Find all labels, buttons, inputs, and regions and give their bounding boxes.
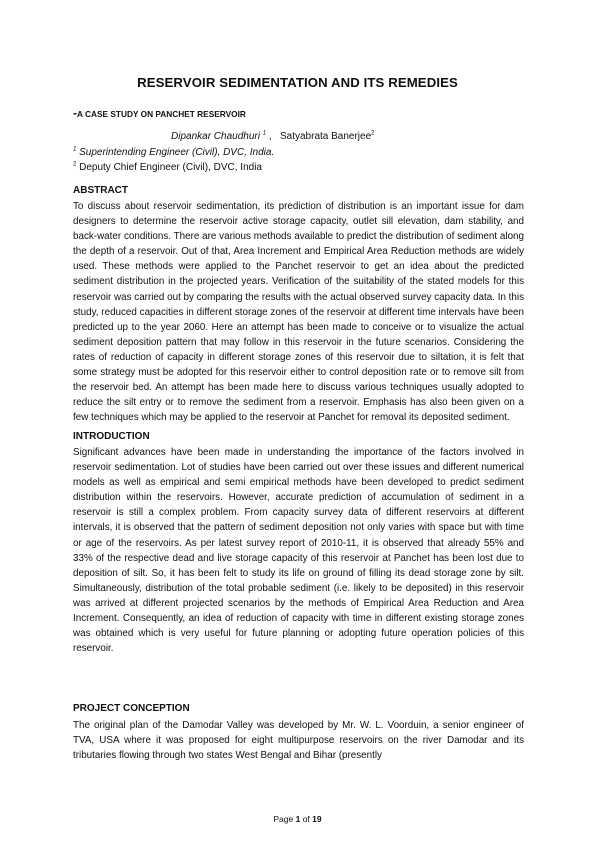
paper-title: RESERVOIR SEDIMENTATION AND ITS REMEDIES xyxy=(137,75,458,90)
affiliation-2 xyxy=(73,162,262,173)
introduction-paragraph: Significant advances have been made in understanding the importance of the factors involved in reservoir sedimentation. Lot of studies have been carried out over these issues and different numerical models as well as empirical and semi empirical methods have been developed to predict sediment distribution within the reservoirs. However, accurate prediction of accumulation of sediment in a reservoir is still a complex problem. From capacity survey data of different reservoirs at different intervals, it is observed that the pattern of sediment deposition not only varies with space but with time or age of the reservoirs. As per latest survey report of 2010-11, it is observed that already 55% and 33% of the respective dead and live storage capacity of this reservoir at Panchet has been lost due to deposition of silt. So, it has been felt to study its life on ground of filling its dead storage zone by silt. Simultaneously, distribution of the total probable sediment (i.e. likely to be deposited) in this reservoir was arrived at different projected scenarios by the methods of Empirical Area Reduction and Area Increment. Consequently, an idea of reduction of capacity with time in different existing storage zones was obtained which is very useful for future planning or adopting future operation policies of this reservoir. xyxy=(73,447,524,655)
footer-current-page: 1 xyxy=(295,814,301,824)
author-separator: , xyxy=(266,131,280,142)
author-line xyxy=(171,131,375,142)
affiliation-2-text: Deputy Chief Engineer (Civil), DVC, India xyxy=(76,162,262,173)
introduction-heading: INTRODUCTION xyxy=(73,431,150,442)
abstract-paragraph: To discuss about reservoir sedimentation, its prediction of distribution is an important issue for dam designers to determine the reservoir active storage capacity, outlet sill elevation, dam stability, and back-water conditions. There are various methods available to predict the distribution of sediment along the depth of a reservoir. Out of that, Area Increment and Empirical Area Reduction methods are widely used. These methods were applied to the Panchet reservoir to get an idea about the predicted sediment distribution in the projected years. Verification of the suitability of the stated models for this reservoir was carried out by comparing the results with the actual observed survey capacity data. In this study, reduced capacities in different storage zones of the reservoir at different time intervals have been predicted up to the year 2060. Here an attempt has been made to conceive or to visualize the actual sediment deposition pattern that may follow in this reservoir in the future scenarios. Considering the rates of reduction of capacity in different storage zones of this reservoir due to siltation, it is felt that some strategy must be adopted for this reservoir either to control deposition rate or to remove silt from the reservoir bed. An attempt has been made here to discuss various techniques usually adopted to reduce the silt entry or to remove the sediment from a reservoir. Emphasis has also been given on a few techniques which may be applied to the reservoir at Panchet for removal its deposited sediment. xyxy=(73,201,524,424)
author-2-superscript: 2 xyxy=(371,130,375,137)
project-conception-paragraph: The original plan of the Damodar Valley was developed by Mr. W. L. Voorduin, a senior engineer of TVA, USA where it was proposed for eight multipurpose reservoirs on the river Damodar and its tributaries flowing through two states West Bengal and Bihar (presently xyxy=(73,720,524,762)
abstract-heading: ABSTRACT xyxy=(73,185,128,196)
page-footer xyxy=(0,814,595,824)
footer-total-pages: 19 xyxy=(312,814,322,824)
footer-prefix: Page xyxy=(273,814,296,824)
subtitle-dash: - xyxy=(73,106,77,120)
affiliation-1-text: Superintending Engineer (Civil), DVC, India. xyxy=(76,147,275,158)
subtitle-text: A CASE STUDY ON PANCHET RESERVOIR xyxy=(77,109,246,119)
affiliation-1 xyxy=(73,147,274,158)
author-1-superscript: 1 xyxy=(262,130,267,137)
affiliation-2-superscript: 2 xyxy=(73,161,77,168)
affiliation-1-superscript: 1 xyxy=(73,146,77,153)
project-conception-heading: PROJECT CONCEPTION xyxy=(73,703,190,714)
author-1-name: Dipankar Chaudhuri xyxy=(171,131,260,142)
author-2-name: Satyabrata Banerjee xyxy=(279,131,372,142)
paper-subtitle xyxy=(73,106,246,120)
footer-middle: of xyxy=(300,814,313,824)
